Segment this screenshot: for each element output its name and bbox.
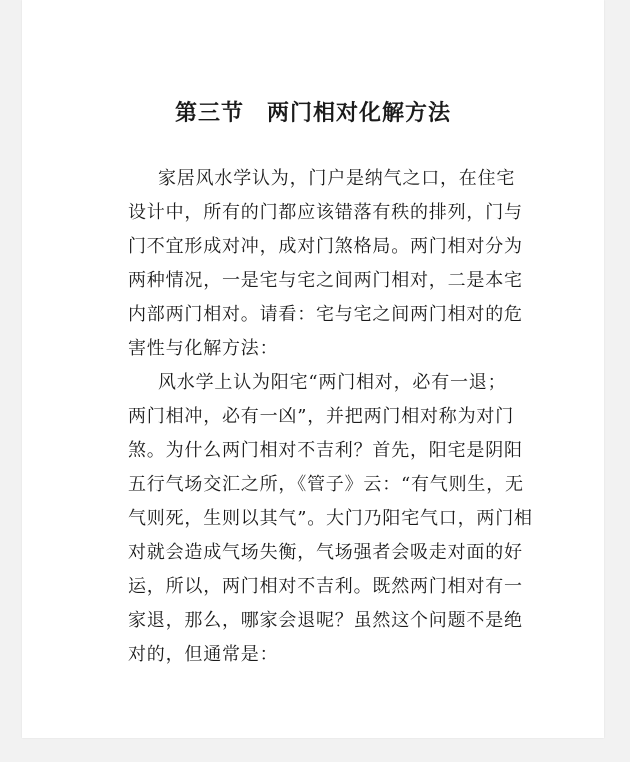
paragraph-1-line-4: 两种情况，一是宅与宅之间两门相对，二是本宅 bbox=[128, 270, 523, 291]
paragraph-2-line-2: 两门相冲，必有一凶”，并把两门相对称为对门 bbox=[128, 406, 514, 427]
paragraph-1-line-6: 害性与化解方法： bbox=[128, 338, 279, 359]
paragraph-2-line-4: 五行气场交汇之所，《管子》云：“有气则生，无 bbox=[128, 474, 524, 495]
paragraph-2-line-9: 对的，但通常是： bbox=[128, 644, 279, 665]
paragraph-2-line-5: 气则死，生则以其气”。大门乃阳宅气口，两门相 bbox=[128, 508, 533, 529]
paragraph-2-line-7: 运，所以，两门相对不吉利。既然两门相对有一 bbox=[128, 576, 523, 597]
paragraph-2-line-3: 煞。为什么两门相对不吉利？首先，阳宅是阴阳 bbox=[128, 440, 523, 461]
paragraph-2-line-8: 家退，那么，哪家会退呢？虽然这个问题不是绝 bbox=[128, 610, 523, 631]
paragraph-2-line-6: 对就会造成气场失衡，气场强者会吸走对面的好 bbox=[128, 542, 523, 563]
body-text bbox=[128, 162, 568, 672]
paragraph-1-line-1: 家居风水学认为，门户是纳气之口，在住宅 bbox=[158, 168, 516, 189]
paragraph-1-line-2: 设计中，所有的门都应该错落有秩的排列，门与 bbox=[128, 202, 523, 223]
document-page bbox=[22, 0, 604, 738]
paragraph-2-line-1: 风水学上认为阳宅“两门相对，必有一退； bbox=[158, 372, 507, 393]
paragraph-1-line-5: 内部两门相对。请看：宅与宅之间两门相对的危 bbox=[128, 304, 523, 325]
paragraph-1-line-3: 门不宜形成对冲，成对门煞格局。两门相对分为 bbox=[128, 236, 523, 257]
section-title: 第三节 两门相对化解方法 bbox=[174, 100, 451, 126]
